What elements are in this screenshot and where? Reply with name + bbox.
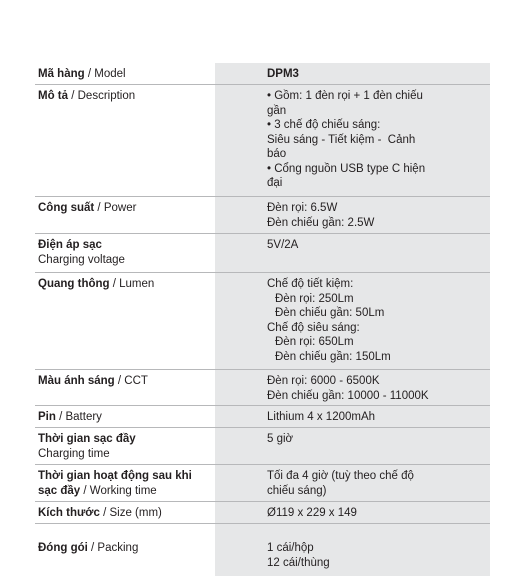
label-vi: Mã hàng: [38, 68, 85, 80]
label-vi: Đóng gói: [38, 542, 88, 554]
label-sep: /: [68, 90, 78, 102]
row-value-model: [215, 63, 490, 85]
label-vi: Pin: [38, 411, 56, 423]
battery-value: Lithium 4 x 1200mAh: [267, 411, 376, 423]
label-en: Description: [77, 90, 136, 102]
label-vi: Kích thước: [38, 507, 100, 519]
label-vi: Mô tả: [38, 90, 69, 102]
lumen-line: Đèn rọi: 250Lm: [275, 292, 354, 305]
row-value-power: [215, 197, 490, 234]
label-en: Model: [94, 68, 126, 80]
lumen-line: Chế độ tiết kiệm:: [267, 278, 354, 290]
label-en: CCT: [124, 375, 148, 387]
working-time-line: Tối đa 4 giờ (tuỳ theo chế độ: [267, 470, 414, 482]
row-value-charging-time: [215, 428, 490, 465]
label-sep: /: [109, 278, 120, 290]
description-line: báo: [267, 148, 287, 160]
row-label-description: [35, 85, 215, 197]
label-vi: Công suất: [38, 202, 95, 214]
label-en: Battery: [65, 411, 102, 423]
description-line: Siêu sáng - Tiết kiệm - Cảnh: [267, 133, 416, 146]
label-sep: /: [99, 507, 110, 519]
description-line: • Cổng nguồn USB type C hiện: [267, 162, 426, 175]
row-label-lumen: [35, 273, 215, 370]
label-en: Lumen: [119, 278, 155, 290]
working-time-line: chiếu sáng): [267, 484, 327, 497]
packing-line: 12 cái/thùng: [267, 556, 330, 569]
label-sep: /: [87, 542, 98, 554]
model-value: DPM3: [267, 68, 299, 80]
row-label-model: [35, 63, 215, 85]
lumen-line: Chế độ siêu sáng:: [267, 321, 360, 334]
cct-line: Đèn rọi: 6000 - 6500K: [267, 375, 380, 387]
row-value-working-time: [215, 465, 490, 502]
lumen-line: Đèn chiếu gần: 150Lm: [275, 350, 391, 363]
row-label-size: [35, 502, 215, 524]
charging-voltage-value: 5V/2A: [267, 239, 299, 251]
row-value-lumen: [215, 273, 490, 370]
label-vi: Quang thông: [38, 278, 110, 290]
label-sep: /: [80, 484, 90, 497]
description-line: • 3 chế độ chiếu sáng:: [267, 119, 381, 131]
cct-line: Đèn chiếu gần: 10000 - 11000K: [267, 389, 429, 402]
label-vi: Điện áp sạc: [38, 239, 102, 251]
lumen-line: Đèn rọi: 650Lm: [275, 336, 354, 348]
label-vi: Màu ánh sáng: [38, 375, 115, 387]
label-en: Packing: [97, 542, 139, 554]
row-value-cct: [215, 370, 490, 406]
description-line: • Gồm: 1 đèn rọi + 1 đèn chiếu: [267, 90, 423, 102]
power-line: Đèn rọi: 6.5W: [267, 202, 338, 214]
label-en: Power: [103, 202, 137, 214]
label-en: Size (mm): [109, 507, 162, 519]
label-en: Charging voltage: [38, 253, 125, 266]
label-sep: /: [94, 202, 104, 214]
row-label-charging-voltage: [35, 234, 215, 273]
label-en: Charging time: [38, 447, 110, 460]
row-value-description: [215, 85, 490, 197]
row-value-charging-voltage: [215, 234, 490, 273]
row-label-charging-time: [35, 428, 215, 465]
row-value-battery: [215, 406, 490, 428]
packing-line: 1 cái/hộp: [267, 542, 314, 554]
label-sep: /: [55, 411, 66, 423]
row-label-power: [35, 197, 215, 234]
row-label-battery: [35, 406, 215, 428]
label-vi: Thời gian sạc đầy: [38, 433, 136, 445]
label-vi: Thời gian hoạt động sau khi sạc đầy: [38, 470, 192, 497]
label-sep: /: [84, 68, 95, 80]
size-value: Ø119 x 229 x 149: [267, 507, 357, 519]
charging-time-value: 5 giờ: [267, 433, 294, 445]
label-sep: /: [114, 375, 125, 387]
lumen-line: Đèn chiếu gần: 50Lm: [275, 307, 385, 319]
row-label-working-time: [35, 465, 215, 502]
description-line: gần: [267, 104, 287, 117]
power-line: Đèn chiếu gần: 2.5W: [267, 216, 375, 229]
row-value-size: [215, 502, 490, 524]
row-label-packing: [35, 524, 215, 574]
row-label-cct: [35, 370, 215, 406]
spec-table: [35, 63, 490, 574]
description-line: đại: [267, 177, 283, 189]
row-value-packing: [215, 524, 490, 574]
label-en: Working time: [89, 484, 157, 497]
